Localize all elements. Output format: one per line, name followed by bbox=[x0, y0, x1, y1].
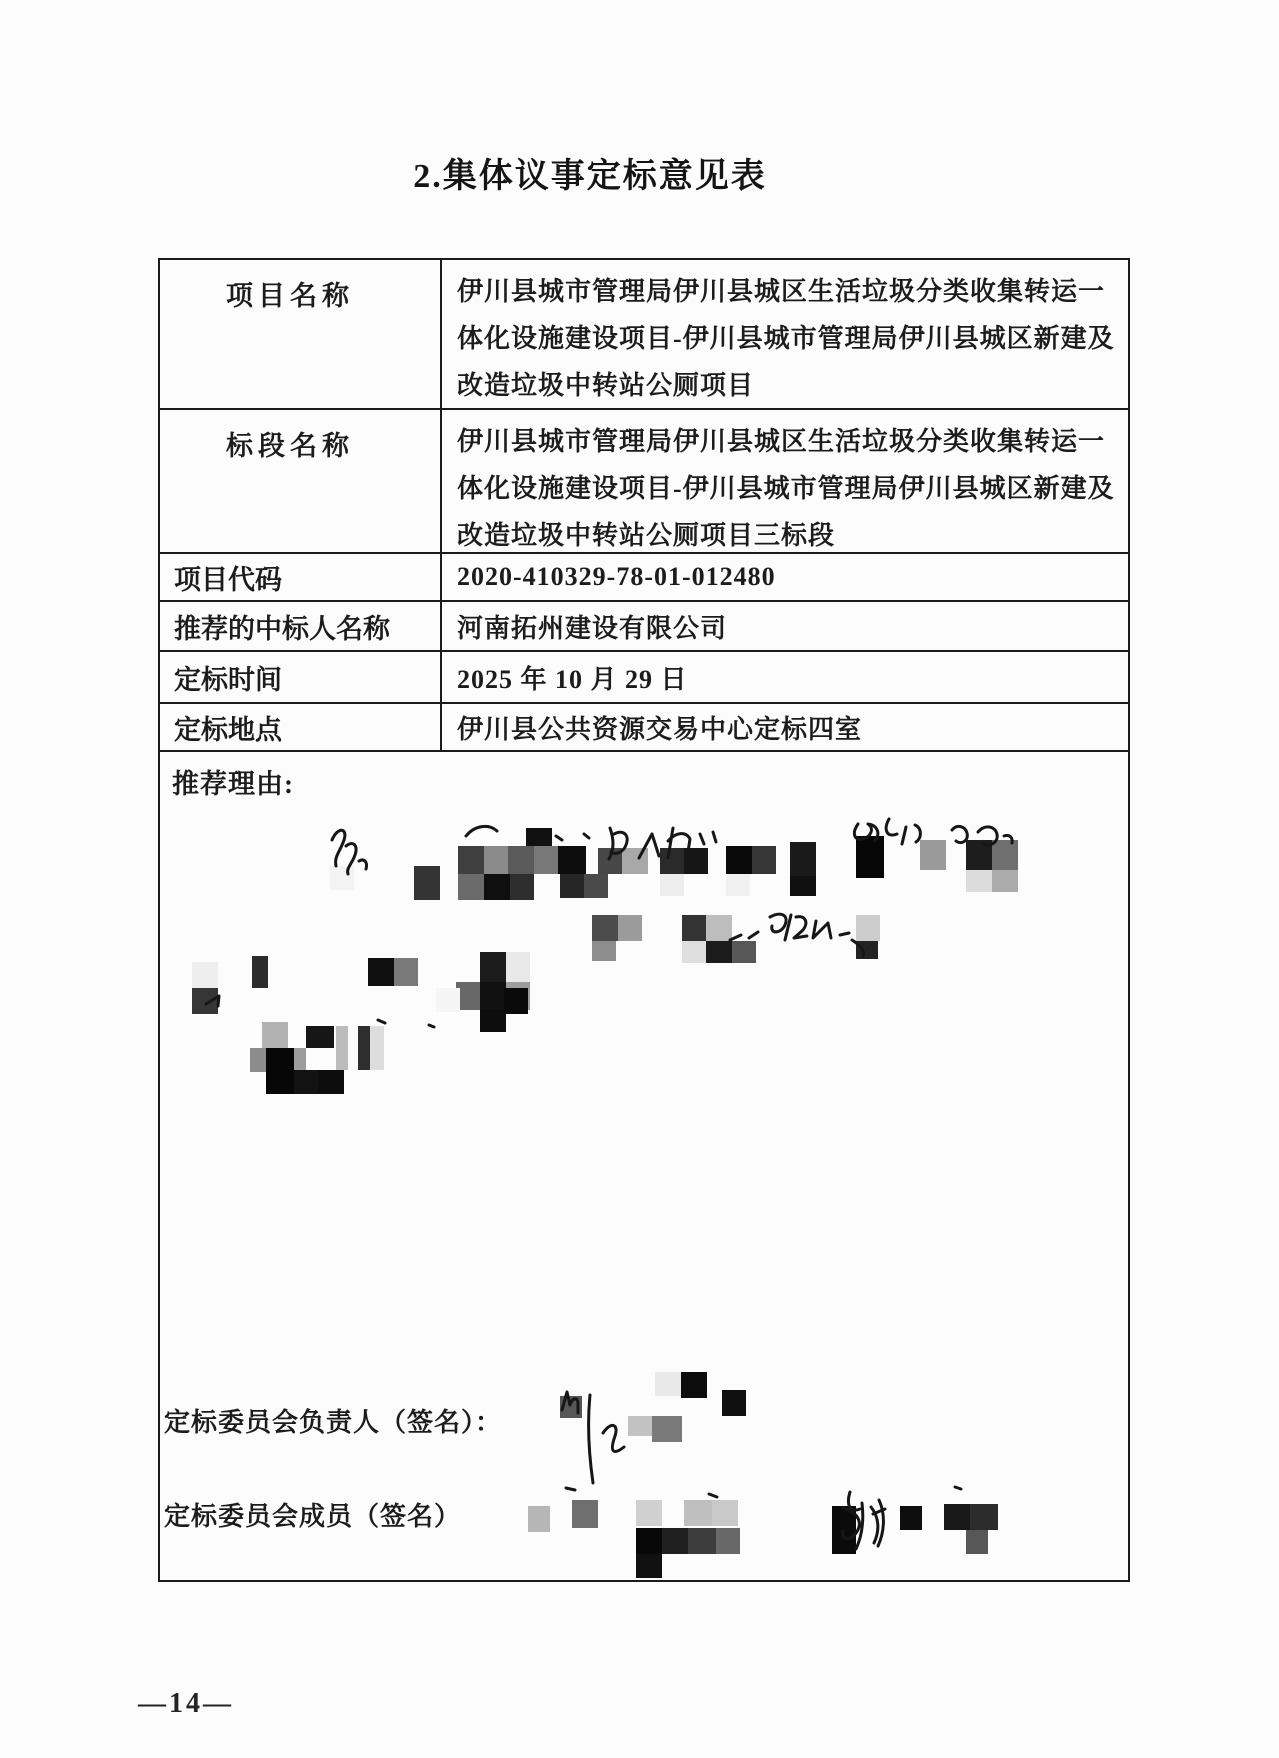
row-label: 定标地点 bbox=[160, 704, 442, 750]
table-row-recommendation-reason bbox=[160, 752, 1128, 1580]
table-row-decision-time bbox=[160, 652, 1128, 704]
table-row-section-name bbox=[160, 410, 1128, 554]
table-row-project-code bbox=[160, 554, 1128, 602]
row-label: 项目代码 bbox=[160, 554, 442, 600]
row-value: 伊川县城市管理局伊川县城区生活垃圾分类收集转运一体化设施建设项目-伊川县城市管理局伊川县城区新建及改造垃圾中转站公厕项目 bbox=[457, 277, 1115, 400]
row-label: 项目名称 bbox=[160, 260, 442, 408]
page-number: —14— bbox=[138, 1688, 234, 1719]
table-row-recommended-bidder bbox=[160, 602, 1128, 652]
row-label: 推荐的中标人名称 bbox=[160, 602, 442, 650]
row-value: 2020-410329-78-01-012480 bbox=[457, 562, 776, 591]
table-row-project-name bbox=[160, 260, 1128, 410]
row-label: 定标时间 bbox=[160, 652, 442, 702]
committee-members-signature-label: 定标委员会成员（签名） bbox=[164, 1502, 462, 1531]
committee-leader-signature-label: 定标委员会负责人（签名）： bbox=[164, 1408, 503, 1437]
bid-decision-table bbox=[158, 258, 1130, 1582]
row-label: 标段名称 bbox=[160, 410, 442, 552]
row-value: 伊川县公共资源交易中心定标四室 bbox=[457, 714, 863, 744]
row-value: 伊川县城市管理局伊川县城区生活垃圾分类收集转运一体化设施建设项目-伊川县城市管理局伊川县城区新建及改造垃圾中转站公厕项目三标段 bbox=[457, 427, 1115, 550]
row-value: 河南拓州建设有限公司 bbox=[457, 613, 728, 643]
reason-label: 推荐理由: bbox=[172, 769, 294, 799]
page-title: 2.集体议事定标意见表 bbox=[413, 158, 767, 195]
table-row-decision-place bbox=[160, 704, 1128, 752]
row-value: 2025 年 10 月 29 日 bbox=[457, 664, 688, 694]
